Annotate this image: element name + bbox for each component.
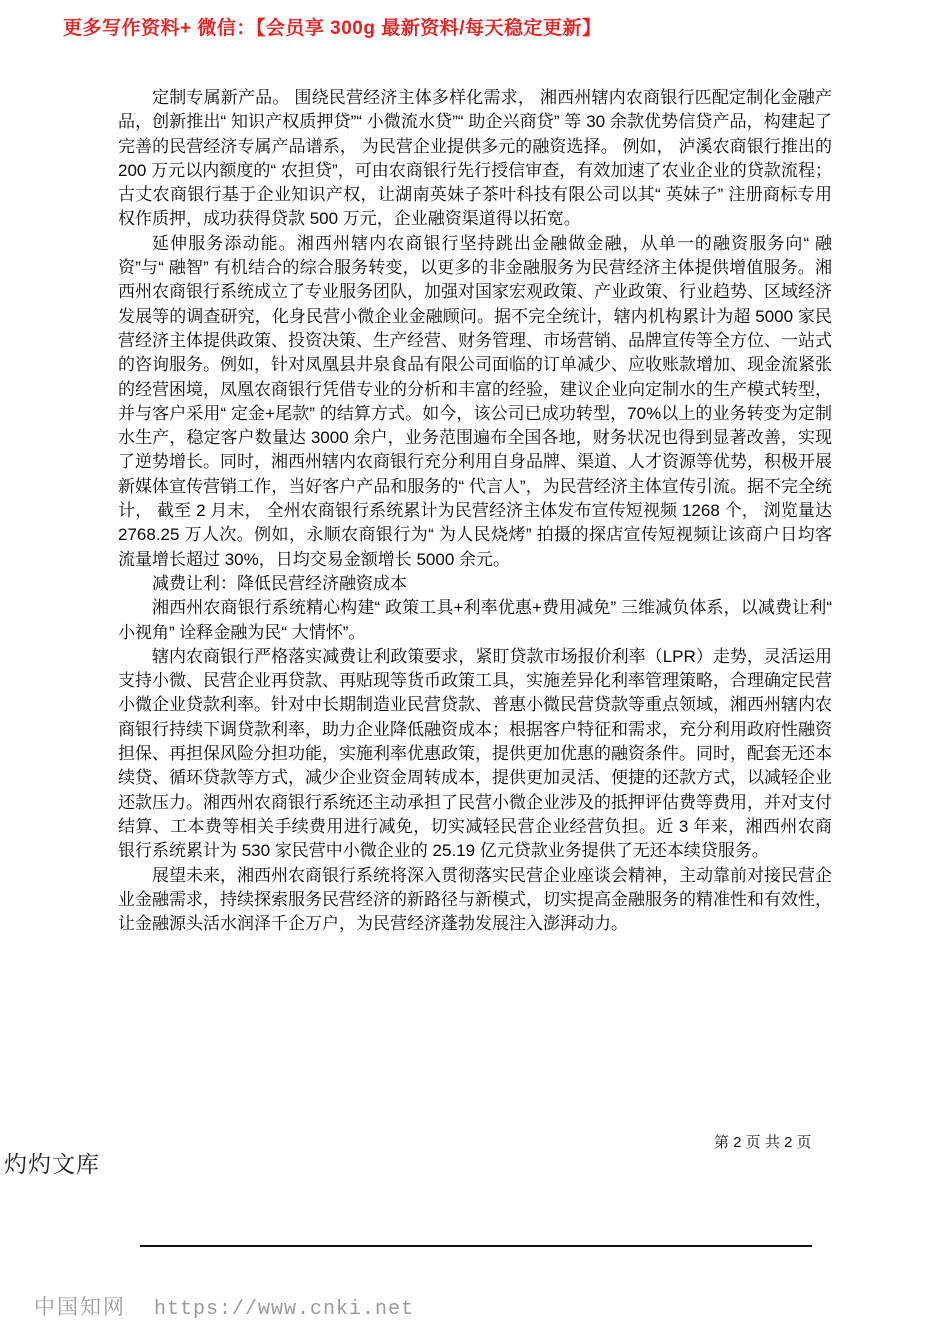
header-promo-text: 更多写作资料+ 微信：【会员享 300g 最新资料/每天稳定更新】: [63, 18, 602, 39]
document-body: [118, 86, 832, 936]
paragraph-outlook: 展望未来，湘西州农商银行系统将深入贯彻落实民营企业座谈会精神，主动靠前对接民营企业金融需求，持续探索服务民营经济的新路径与新模式，切实提高金融服务的精准性和有效性，让金融源头活水润泽千企万户，为民营经济蓬勃发展注入澎湃动力。: [118, 865, 832, 934]
library-watermark: 灼灼文库: [4, 1151, 100, 1177]
paragraph-fee-reduction-detail: 辖内农商银行严格落实减费让利政策要求，紧盯贷款市场报价利率（LPR）走势，灵活运用支持小微、民营企业再贷款、再贴现等货币政策工具，实施差异化利率管理策略，合理确定民营小微企业贷款利率。针对中长期制造业民营贷款、普惠小微民营贷款等重点领域，湘西州辖内农商银行持续下调贷款利率，助力企业降低融资成本；根据客户特征和需求，充分利用政府性融资担保、再担保风险分担功能，实施利率优惠政策，提供更加优惠的融资条件。同时，配套无还本续贷、循环贷款等方式，减少企业资金周转成本，提供更加灵活、便捷的还款方式，以减轻企业还款压力。湘西州农商银行系统还主动承担了民营小微企业涉及的抵押评估费等费用，并对支付结算、工本费等相关手续费用进行减免，切实减轻民营企业经营负担。近 3 年来，湘西州农商银行系统累计为 530 家民营中小微企业的 25.19 亿元贷款业务提供了无还本续贷服务。: [118, 646, 832, 861]
cnki-site-name: 中国知网: [34, 1295, 126, 1319]
paragraph-extended-services: 延伸服务添动能。湘西州辖内农商银行坚持跳出金融做金融，从单一的融资服务向“ 融资”与“ 融智” 有机结合的综合服务转变，以更多的非金融服务为民营经济主体提供增值服务。湘西州农商银行系统成立了专业服务团队，加强对国家宏观政策、产业政策、行业趋势、区域经济发展等的调查研究，化身民营小微企业金融顾问。据不完全统计，辖内机构累计为超 5000 家民营经济主体提供政策、投资决策、生产经营、财务管理、市场营销、品牌宣传等全方位、一站式的咨询服务。例如，针对凤凰县井泉食品有限公司面临的订单减少、应收账款增加、现金流紧张的经营困境，凤凰农商银行凭借专业的分析和丰富的经验，建议企业向定制水的生产模式转型，并与客户采用“ 定金+尾款” 的结算方式。如今，该公司已成功转型，70%以上的业务转变为定制水生产，稳定客户数量达 3000 余户，业务范围遍布全国各地，财务状况也得到显著改善，实现了逆势增长。同时，湘西州辖内农商银行充分利用自身品牌、渠道、人才资源等优势，积极开展新媒体宣传营销工作，当好客户产品和服务的“ 代言人”，为民营经济主体宣传引流。据不完全统计， 截至 2 月末， 全州农商银行系统累计为民营经济主体发布宣传短视频 1268 个， 浏览量达 2768.25 万人次。例如，永顺农商银行为“ 为人民烧烤” 拍摄的探店宣传短视频让该商户日均客流量增长超过 30%，日均交易金额增长 5000 余元。: [118, 233, 832, 569]
cnki-site-url: https://www.cnki.net: [154, 1298, 415, 1321]
paragraph-custom-products: 定制专属新产品。 围绕民营经济主体多样化需求， 湘西州辖内农商银行匹配定制化金融产品，创新推出“ 知识产权质押贷”“ 小微流水贷”“ 助企兴商贷” 等 30 余款优势信贷产品，构建起了完善的民营经济专属产品谱系， 为民营企业提供多元的融资选择。 例如， 泸溪农商银行推出的 200 万元以内额度的“ 农担贷”，可由农商银行先行授信审查，有效加速了农业企业的贷款流程；古丈农商银行基于企业知识产权，让湖南英妹子茶叶科技有限公司以其“ 英妹子” 注册商标专用权作质押，成功获得贷款 500 万元，企业融资渠道得以拓宽。: [118, 88, 832, 229]
page-number: 第 2 页 共 2 页: [714, 1134, 812, 1151]
footer-divider: [140, 1245, 812, 1247]
paragraph-fee-reduction-intro: 湘西州农商银行系统精心构建“ 政策工具+利率优惠+费用减免” 三维减负体系，以减费让利“ 小视角” 诠释金融为民“ 大情怀”。: [118, 598, 832, 642]
paragraph-section-heading: 减费让利：降低民营经济融资成本: [152, 573, 407, 593]
cnki-footer: [34, 1291, 414, 1321]
